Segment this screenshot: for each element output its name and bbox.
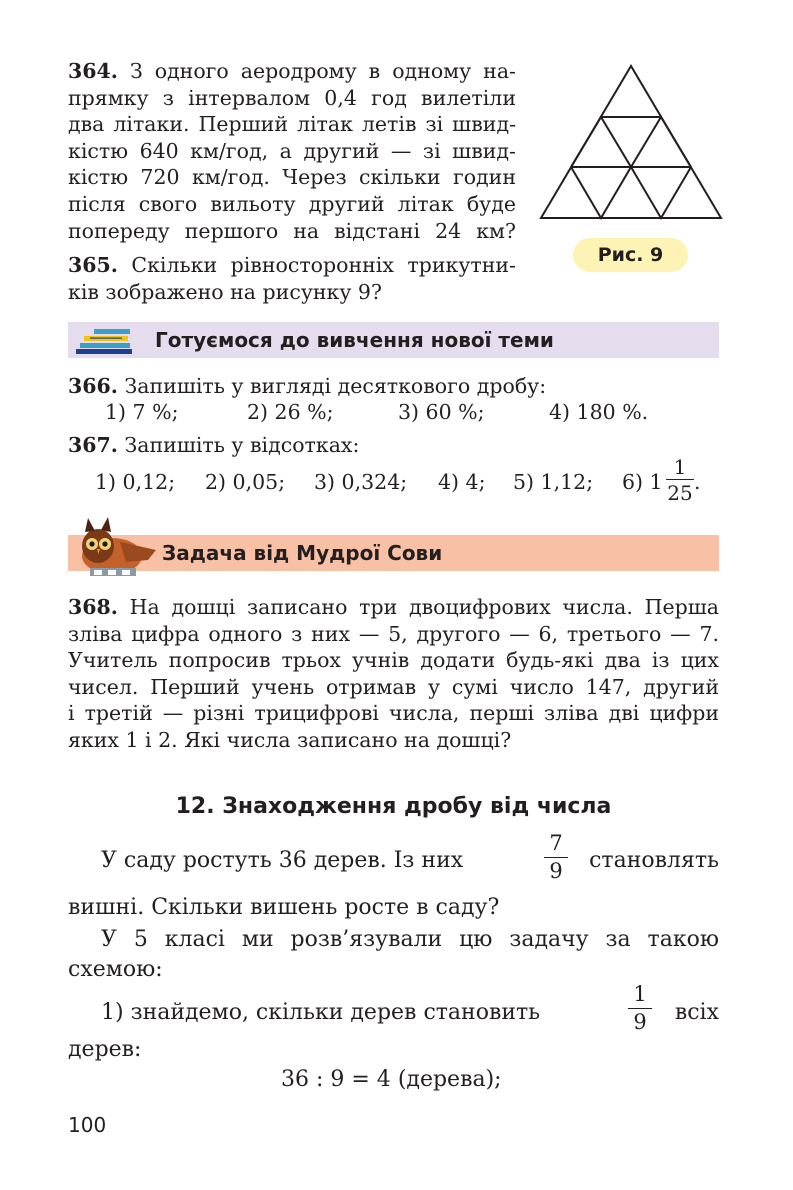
fraction-one-ninth <box>628 983 652 1034</box>
mixed-fraction <box>666 456 694 504</box>
lesson-step-1-line-1 <box>68 983 719 1043</box>
fraction-denominator: 9 <box>549 859 563 883</box>
formula <box>281 1065 502 1095</box>
paragraph-2-line-2: схемою: <box>68 957 163 982</box>
fraction-bar <box>544 857 568 858</box>
section-band-owl <box>68 535 719 571</box>
problem-368-line-4: чисел. Перший учень отримав у сумі число 147, другий <box>68 674 719 699</box>
problem-367-text: 367. Запишіть у відсотках: <box>68 433 360 457</box>
step-1-text-after: всіх <box>674 1000 719 1025</box>
problem-364-line-3: два літаки. Перший літак летів зі швид- <box>68 112 516 137</box>
problem-367 <box>68 432 359 459</box>
problem-367-end-dot: . <box>694 470 701 494</box>
problem-364-line-4: кістю 640 км/год, а другий — зі швид- <box>68 138 516 163</box>
fraction-denominator: 9 <box>633 1010 647 1034</box>
problem-368-line-5: і третій — різні трицифрові числа, перші зліва дві цифри <box>68 701 719 726</box>
problem-364-line-7: попереду першого на відстані 24 км? <box>68 218 516 243</box>
problem-366-item-4: 4) 180 %. <box>549 400 649 424</box>
owl-icon <box>68 516 160 580</box>
paragraph-1-text-before: У саду ростуть 36 дерев. Із них <box>101 848 464 873</box>
mixed-fraction-denominator: 25 <box>667 481 693 505</box>
formula-unit: (дерева); <box>397 1067 502 1092</box>
fraction-numerator: 7 <box>549 831 563 855</box>
problem-366-item-2: 2) 26 %; <box>247 400 334 424</box>
problem-367-item-1: 1) 0,12; <box>95 470 176 494</box>
problem-366-text: 366. Запишіть у вигляді десяткового дробу: <box>68 374 547 398</box>
problem-368 <box>68 594 719 754</box>
problem-366-item-1: 1) 7 %; <box>105 400 179 424</box>
problem-367-item-3: 3) 0,324; <box>314 470 408 494</box>
problem-364-line-5: кістю 720 км/год. Через скільки годин <box>68 165 516 190</box>
section-title-owl: Задача від Мудрої Сови <box>162 541 443 565</box>
problem-365 <box>68 252 516 305</box>
book-stack-icon <box>76 328 136 354</box>
problem-364 <box>68 58 516 244</box>
formula-expression: 36 : 9 = 4 <box>281 1067 391 1092</box>
problem-365-line-1: 365. Скільки рівносторонніх трикутни- <box>68 253 516 277</box>
section-band-prep <box>68 322 719 358</box>
problem-364-line-1: 364. З одного аеродрому в одному на- <box>68 59 516 83</box>
fraction-bar <box>628 1008 652 1009</box>
lesson-paragraph-1-line-1 <box>68 832 719 892</box>
paragraph-1-text-after: становлять <box>589 848 719 873</box>
problem-367-item-6: 6) 1 <box>622 470 663 494</box>
problem-364-line-6: після свого вильоту другий літак буде <box>68 191 516 216</box>
triangle-figure <box>538 62 724 224</box>
problem-367-item-2: 2) 0,05; <box>205 470 286 494</box>
problem-368-line-6: яких 1 і 2. Які числа записано на дошці? <box>68 727 512 752</box>
mixed-fraction-numerator: 1 <box>673 455 687 479</box>
lesson-heading: 12. Знаходження дробу від числа <box>175 794 612 819</box>
problem-367-item-5: 5) 1,12; <box>513 470 594 494</box>
problem-368-line-3: Учитель попросив трьох учнів додати будь-які два із цих <box>68 648 719 673</box>
problem-367-item-4: 4) 4; <box>438 470 486 494</box>
figure-caption: Рис. 9 <box>573 238 688 272</box>
problem-366-item-3: 3) 60 %; <box>398 400 485 424</box>
step-1-text-before: 1) знайдемо, скільки дерев становить <box>101 1000 541 1025</box>
lesson-paragraph-2 <box>68 925 719 985</box>
problem-365-line-2: ків зображено на рисунку 9? <box>68 279 382 304</box>
lesson-paragraph-1-line-2: вишні. Скільки вишень росте в саду? <box>68 895 500 920</box>
problem-368-line-1: 368. На дошці записано три двоцифрових числа. Перша <box>68 595 719 619</box>
section-title-prep: Готуємося до вивчення нової теми <box>155 328 554 352</box>
page-number: 100 <box>68 1113 107 1137</box>
fraction-bar <box>666 479 694 480</box>
fraction-seven-ninths <box>544 832 568 883</box>
fraction-numerator: 1 <box>633 982 647 1006</box>
paragraph-2-line-1: У 5 класі ми розв’язували цю задачу за такою <box>101 927 719 952</box>
problem-368-line-2: зліва цифра одного з них — 5, другого — 6, третього — 7. <box>68 621 719 646</box>
lesson-step-1-line-2: дерев: <box>68 1037 142 1062</box>
problem-366 <box>68 373 546 400</box>
problem-364-line-2: прямку з інтервалом 0,4 год вилетіли <box>68 85 516 110</box>
